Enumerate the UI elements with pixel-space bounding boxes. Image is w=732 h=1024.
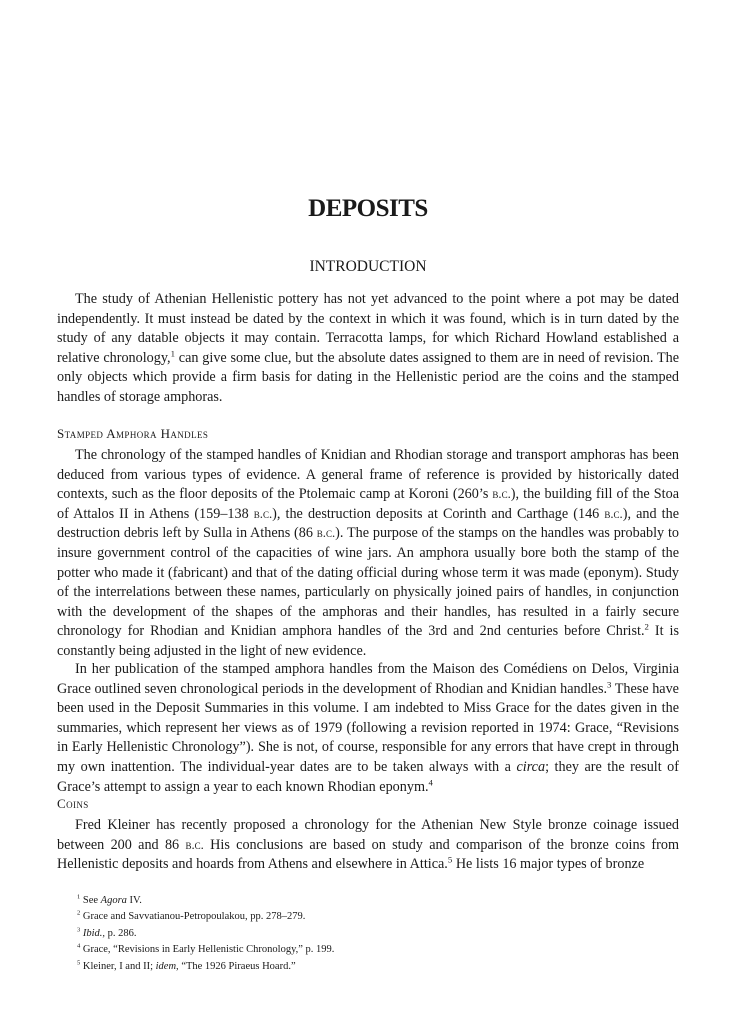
footnote-ref-2: 2	[644, 621, 649, 632]
footnote-5: $^5$ Kleiner, I and II; idem, “The 1926 Piraeus Hoard.”	[77, 959, 296, 972]
page-title: DEPOSITS	[308, 195, 428, 222]
footnote-ref-5: 5	[447, 854, 453, 865]
footnote-2: $^2$ Grace and Savvatianou-Petropoulakou, pp. 278–279.	[77, 909, 306, 923]
section-heading-stamped-amphora-handles: Stamped Amphora Handles	[57, 426, 209, 441]
coins-paragraph: Fred Kleiner has recently proposed a chronology for the Athenian New Style bronze coinage issued between 200 and 86 b.c. His conclusions are based on study and comparison of the bronze coins from Hellenistic deposits and hoards from Athens and elsewhere in Attica.$^5$ He lists 16 major types of bronze	[57, 817, 679, 873]
section-title-introduction: INTRODUCTION	[309, 258, 427, 275]
footnote-ref-1: 1	[170, 348, 175, 359]
footnote-ref-3: 3	[607, 678, 612, 689]
stamped-paragraph-1: The chronology of the stamped handles of Knidian and Rhodian storage and transport amphoras has been deduced from various types of evidence. A general frame of reference is provided by historically dated contexts, such as the floor deposits of the Ptolemaic camp at Koroni (260’s b.c.), the building fill of the Stoa of Attalos II in Athens (159–138 b.c.), the destruction deposits at Corinth and Carthage (146 b.c.), and the destruction debris left by Sulla in Athens (86 b.c.). The purpose of the stamps on the handles was probably to insure government control of the capacities of wine jars. An amphora usually bore both the stamp of the potter who made it (fabricant) and that of the dating official during whose term it was made (eponym). Study of the interrelations between these names, particularly on physically joined pairs of handles, in conjunction with the development of the shapes of the amphoras and their handles, has resulted in a fairly secure chronology for Rhodian and Knidian amphora handles of the 3rd and 2nd centuries before Christ.$^2$ It is constantly being adjusted in the light of new evidence.	[57, 447, 679, 659]
footnote-4: $^4$ Grace, “Revisions in Early Hellenistic Chronology,” p. 199.	[77, 942, 335, 956]
section-heading-coins: Coins	[57, 796, 89, 811]
intro-paragraph: The study of Athenian Hellenistic pottery has not yet advanced to the point where a pot may be dated independently. It must instead be dated by the context in which it was found, which is in turn dated by the study of any datable objects it may contain. Terracotta lamps, for which Richard Howland established a relative chronology,$^1$ can give some clue, but the absolute dates assigned to them are in need of revision. The only objects which provide a firm basis for dating in the Hellenistic period are the coins and the stamped handles of storage amphoras.	[57, 291, 680, 405]
footnote-1: $^1$ See Agora IV.	[77, 893, 142, 906]
footnotes	[77, 893, 677, 975]
stamped-paragraph-2: In her publication of the stamped amphora handles from the Maison des Comédiens on Delos, Virginia Grace outlined seven chronological periods in the development of Rhodian and Knidian handles.$^3$ These have been used in the Deposit Summaries in this volume. I am indebted to Miss Grace for the dates given in the summaries, which represent her views as of 1979 (following a revision reported in 1974: Grace, “Revisions in Early Hellenistic Chronology”). She is not, of course, responsible for any errors that have crept in through my own inattention. The individual-year dates are to be taken always with a circa; they are the result of Grace’s attempt to assign a year to each known Rhodian eponym.$^4$	[57, 661, 679, 795]
footnote-ref-4: 4	[428, 776, 433, 787]
footnote-3: $^3$ Ibid., p. 286.	[77, 926, 137, 939]
